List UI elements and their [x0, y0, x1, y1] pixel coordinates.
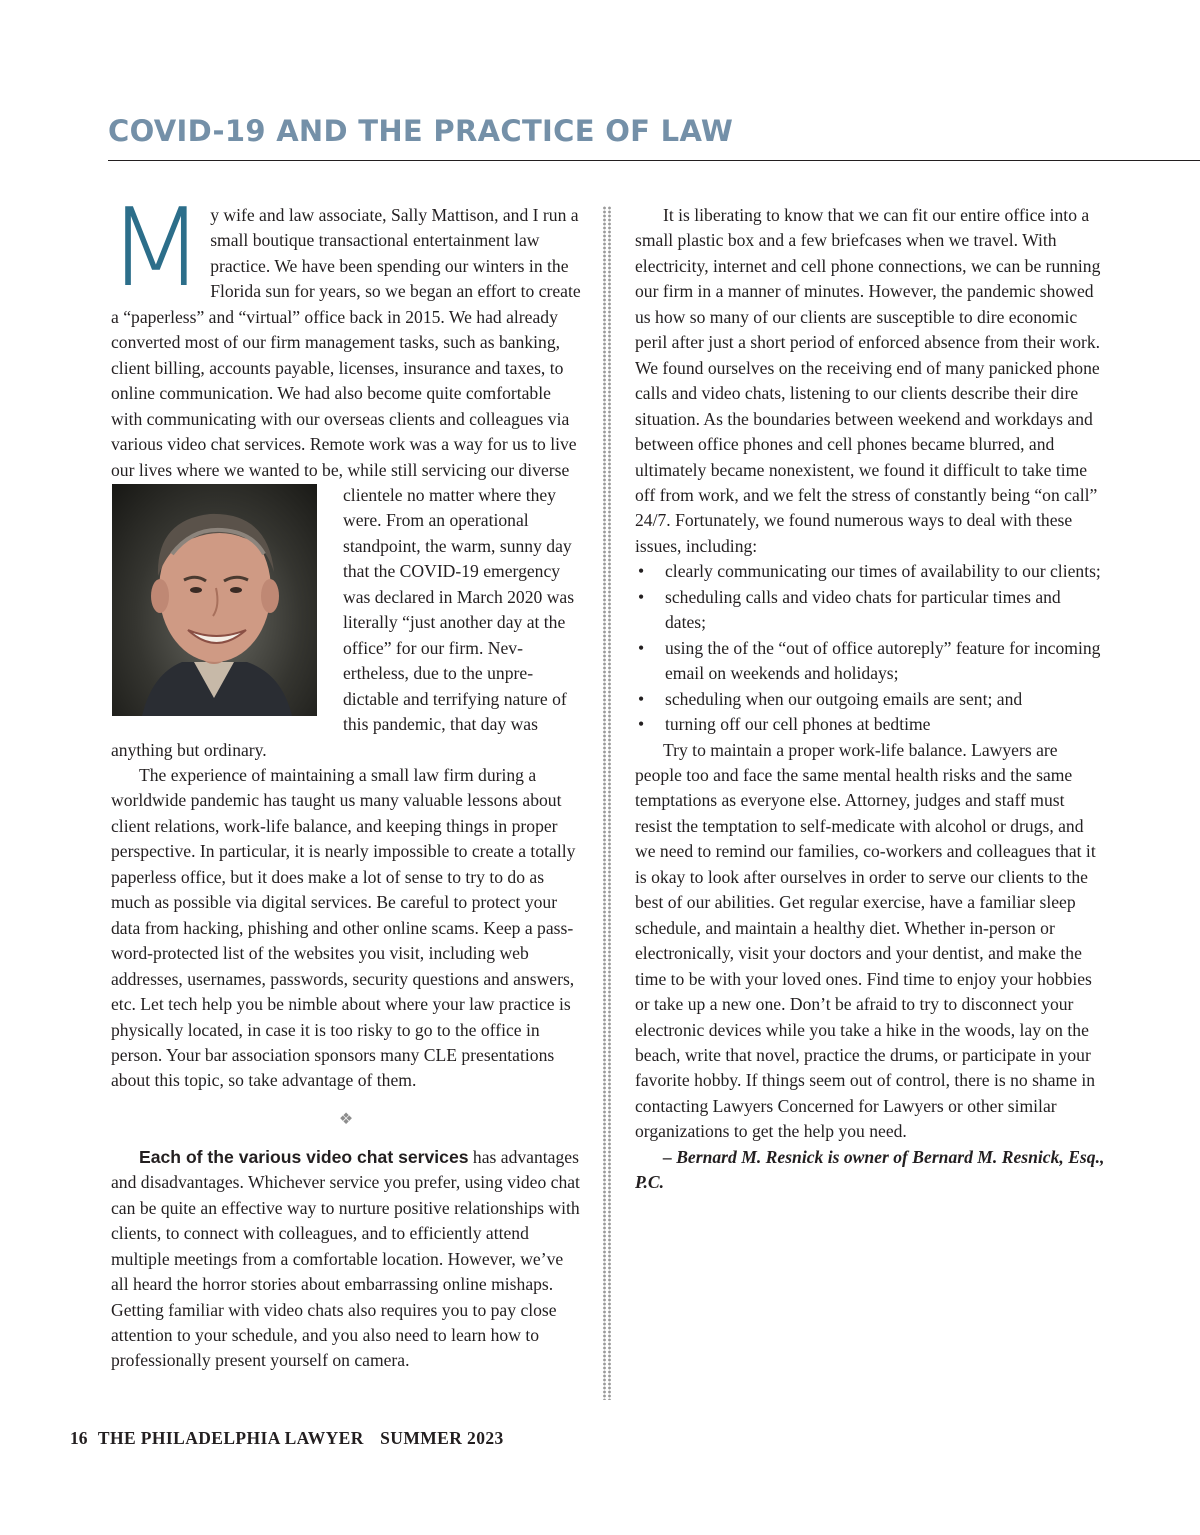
paragraph-liberating: It is liberating to know that we can fit our entire office into a small plastic box and a few briefcases when we travel. With electricity, internet and cell phone connections, we can be running our firm in a manner of minutes. However, the pandemic showed us how so many of our clients are susceptible to dire economic peril after just a short period of enforced absence from their work. We found ourselves on the receiving end of many panicked phone calls and video chats, listening to our clients describe their dire situation. As the boundaries between weekend and workdays and between office phones and cell phones became blurred, and ultimately became nonexistent, we found it difficult to take time off from work, and we felt the stress of constantly being “on call” 24/7. Fortunately, we found numerous ways to deal with these issues, including: — [635, 205, 1101, 556]
drop-cap: M — [107, 186, 205, 311]
ornament-icon: ❖ — [338, 1110, 354, 1128]
column-divider — [602, 206, 612, 1400]
paragraph-intro — [107, 186, 581, 763]
column-right — [635, 203, 1105, 1196]
publication-name: THE PHILADELPHIA LAWYER — [97, 1428, 364, 1448]
author-photo — [112, 484, 317, 716]
list-item: • scheduling calls and video chats for particular times and dates; — [635, 585, 1105, 636]
page-footer — [70, 1428, 504, 1449]
page-number: 16 — [70, 1428, 88, 1448]
paragraph-video-chat-text: has advantages and disadvantages. Whichever service you prefer, using video chat can be quite an effective way to nurture positive relationships with clients, to connect with colleagues, and to efficiently attend multiple meetings from a comfortable location. However, we’ve all heard the horror stories about embarrassing online mishaps. Getting familiar with video chats also requires you to pay close attention to your schedule, and you also need to learn how to professionally present yourself on camera. — [111, 1146, 580, 1371]
list-item: • turning off our cell phones at bedtime — [635, 712, 1105, 737]
paragraph-balance: Try to maintain a proper work-life balance. Lawyers are people too and face the same mental health risks and the same temptations as everyone else. Attorney, judges and staff must resist the temptation to self-medicate with alcohol or drugs, and we need to remind our families, co-workers and colleagues that it is okay to look after ourselves in order to serve our clients to the best of our abilities. Get regular exercise, have a familiar sleep schedule, and maintain a healthy diet. Whether in-person or electronically, visit your doctors and your dentist, and make the time to be with your loved ones. Find time to enjoy your hobbies or take up a new one. Don’t be afraid to try to disconnect your electronic devices while you take a hike in the woods, lay on the beach, write that novel, practice the drums, or participate in your favorite hobby. If things seem out of control, there is no shame in contacting Lawyers Concerned for Lawyers or other similar organizations to get the help you need. — [635, 739, 1096, 1142]
list-item: • using the of the “out of office autoreply” feature for incoming email on weekends and holidays; — [635, 636, 1105, 687]
title-rule — [108, 160, 1200, 161]
list-item: • clearly communicating our times of availability to our clients; — [635, 559, 1105, 584]
issue-date: SUMMER 2023 — [380, 1428, 504, 1448]
tips-list — [635, 559, 1105, 737]
paragraph-lead-in: Each of the various video chat services — [139, 1146, 469, 1167]
intro-text-start: y wife and law associate, Sally Mattison, and I run a small boutique transactional entertainment law practice. We have been spending our winters in the Florida sun for years, so we began an effort to create a “paperless” and “virtual” office back in 2015. We had already converted most of our firm management tasks, such as banking, client billing, accounts payable, licenses, insurance and taxes, to online communication. We had also become quite comfortable with communicating with our overseas clients and colleagues via various video chat services. Remote work was a way for us to live our lives where we wanted to be, while still servic — [111, 205, 581, 480]
section-title: COVID-19 AND THE PRACTICE OF LAW — [108, 114, 734, 148]
author-byline: – Bernard M. Resnick is owner of Bernard M. Resnick, Esq., P.C. — [635, 1146, 1105, 1193]
paragraph-video-chat — [111, 1145, 581, 1374]
intro-text-continued: ing our diverse clientele no matter where they were. From an operational standpoint, the warm, sunny day that the COVID-19 emergency was declared in March 2020 was literally “just another day at the office” for our firm. Nevertheless, due to the unpredictable and terrifying nature of this pandemic, that day was anything but ordinary. — [111, 459, 575, 760]
list-item: • scheduling when our outgoing emails are sent; and — [635, 687, 1105, 712]
column-left — [107, 186, 581, 1374]
paragraph-lessons: The experience of maintaining a small law firm during a worldwide pandemic has taught us many valuable lessons about client relations, work-life balance, and keeping things in proper perspective. In particular, it is nearly impossible to create a totally paperless office, but it does make a lot of sense to try to do as much as possible via digital services. Be careful to protect your data from hacking, phishing and other online scams. Keep a password-protected list of the websites you visit, including web addresses, usernames, passwords, security questions and answers, etc. Let tech help you be nimble about where your law practice is physically located, in case it is too risky to go to the office in person. Your bar association sponsors many CLE presentations about this topic, so take advantage of them. — [111, 764, 576, 1091]
